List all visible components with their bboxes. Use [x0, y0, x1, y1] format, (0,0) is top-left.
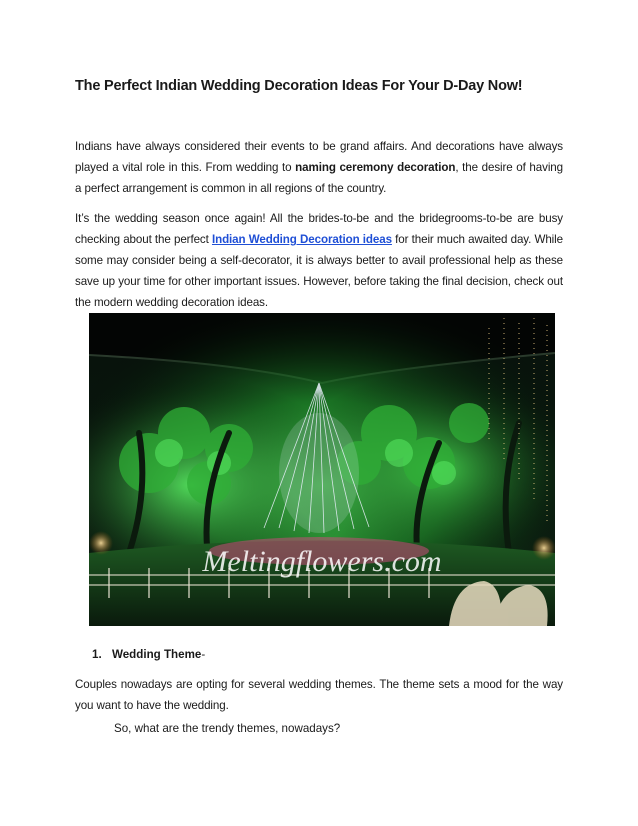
wedding-decoration-photo: [89, 313, 555, 626]
section-heading-wedding-theme: [92, 648, 205, 661]
season-text-end: for their much awaited day. While some may consider being a self-decorator, it is always better to avail professional help as these save up your time for other important issues. However, before taking the final decision, check out the modern wedding decoration ideas.: [75, 233, 563, 309]
season-text-start: It’s the wedding season once again! All the brides-to-be and the bridegrooms-to-be are busy checking about the perfect: [75, 212, 563, 246]
section-number: 1.: [92, 648, 102, 661]
intro-paragraph: [75, 136, 563, 199]
section-heading-suffix: -: [201, 648, 206, 661]
decoration-ideas-link[interactable]: Indian Wedding Decoration ideas: [211, 233, 392, 246]
intro-text-start: Indians have always considered their events to be grand affairs. And decorations have always played a vital role in this. From wedding to: [75, 140, 563, 174]
document-title: The Perfect Indian Wedding Decoration Ideas For Your D-Day Now!: [75, 78, 523, 94]
section-heading-text: Wedding Theme: [112, 648, 202, 661]
season-paragraph: [75, 208, 563, 313]
intro-text-end: , the desire of having a perfect arrangement is common in all regions of the country.: [75, 161, 563, 195]
trendy-themes-question: So, what are the trendy themes, nowadays?: [114, 722, 341, 735]
themes-paragraph: Couples nowadays are opting for several wedding themes. The theme sets a mood for the way you want to have the wedding.: [75, 678, 563, 712]
intro-bold-phrase: naming ceremony decoration: [295, 161, 456, 174]
photo-watermark: Meltingflowers.com: [202, 545, 442, 578]
